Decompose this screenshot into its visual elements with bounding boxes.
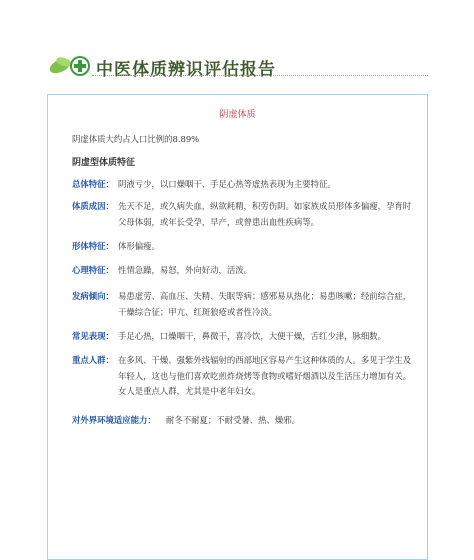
- report-title: 中医体质辨识评估报告: [96, 60, 276, 80]
- feature-row-symptoms: [72, 329, 412, 345]
- feature-label: 心理特征：: [72, 265, 114, 275]
- feature-label: 体质成因：: [72, 201, 114, 211]
- feature-row-disease: [72, 289, 412, 320]
- header-divider: [92, 75, 428, 76]
- feature-row-psych: [72, 263, 412, 279]
- feature-label: 发病倾向：: [72, 291, 114, 301]
- feature-row-population: [72, 353, 412, 400]
- constitution-type-title: 阴虚体质: [219, 110, 256, 120]
- feature-text: 体形偏瘦。: [118, 241, 160, 251]
- feature-text: 在多风、干燥、强紫外线辐射的西部地区容易产生这种体质的人。多见于学生及年轻人，这也与他们喜欢吃煎炸烧烤等食物或嗜好烟酒以及生活压力增加有关。女人是重点人群，尤其是中老年妇女。: [118, 355, 412, 396]
- population-ratio-text: 阴虚体质大约占人口比例的8.89%: [72, 134, 200, 144]
- feature-text: 易患虚劳、高血压、失精、失眠等病；感邪易从热化；易患咳嗽；经前综合症，干燥综合征；甲亢、红斑狼疮或者性冷淡。: [118, 291, 412, 317]
- feature-text: 耐冬不耐夏；不耐受暑、热、燥邪。: [166, 415, 300, 425]
- report-header: [48, 52, 428, 82]
- section-heading: 阴虚型体质特征: [72, 158, 136, 168]
- feature-row-overall: [72, 177, 412, 193]
- feature-row-adaptability: [72, 413, 412, 429]
- report-content-box: [47, 94, 428, 560]
- green-leaf-cross-logo-icon: [48, 52, 92, 80]
- feature-text: 阴液亏少，以口燥咽干、手足心热等虚热表现为主要特征。: [118, 179, 336, 189]
- feature-row-body: [72, 239, 412, 255]
- feature-text: 性情急躁，易怒，外向好动，活泼。: [118, 265, 252, 275]
- feature-label: 常见表现：: [72, 331, 114, 341]
- feature-text: 先天不足，或久病失血，纵欲耗精，积劳伤阴。如家族成员形体多偏瘦，孕育时父母体弱，或年长受孕，早产，或曾患出血性疾病等。: [118, 201, 412, 227]
- feature-row-cause: [72, 199, 412, 230]
- feature-label: 重点人群：: [72, 355, 114, 365]
- feature-label: 形体特征：: [72, 241, 114, 251]
- feature-label: 对外界环境适应能力：: [72, 415, 156, 425]
- feature-label: 总体特征：: [72, 179, 114, 189]
- feature-text: 手足心热，口燥咽干，鼻微干，喜冷饮，大便干燥，舌红少津，脉细数。: [118, 331, 386, 341]
